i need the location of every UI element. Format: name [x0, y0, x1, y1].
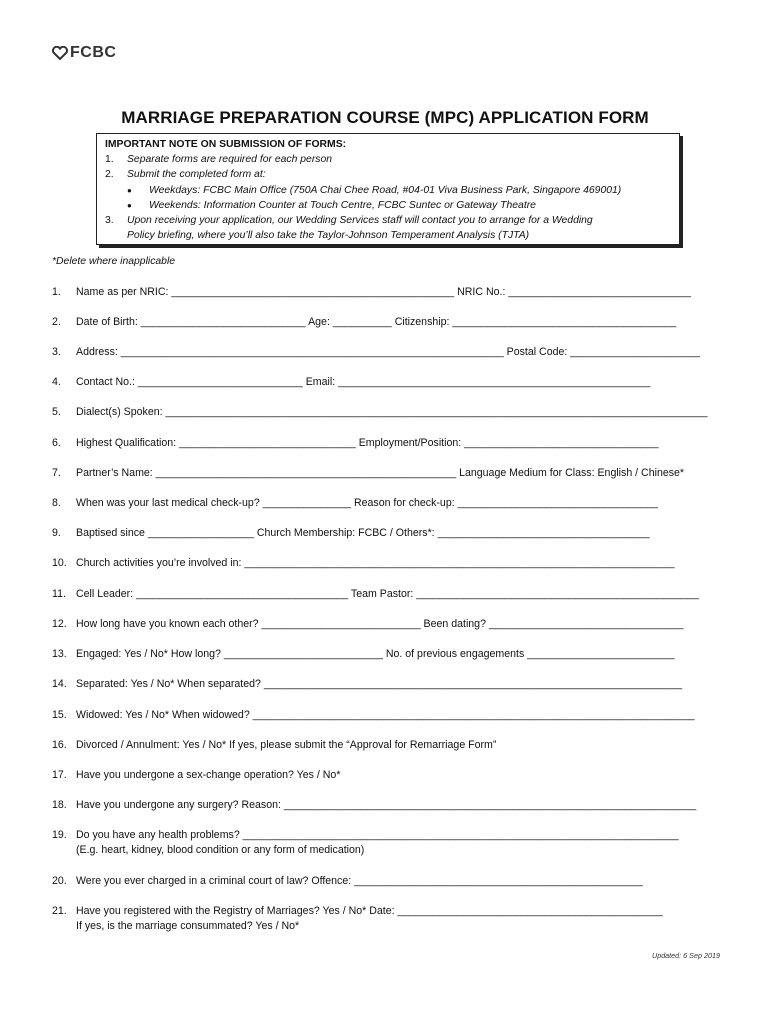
question-medical[interactable] — [52, 496, 658, 511]
note-item-number: 3. — [105, 215, 114, 227]
question-number: 11. — [52, 588, 66, 600]
question-number: 10. — [52, 557, 67, 569]
question-text: How long have you known each other? ___________________________ Been dating? _________________________________ — [76, 618, 684, 630]
question-number: 1. — [52, 286, 61, 298]
note-item-number: 1. — [105, 154, 114, 166]
question-number: 19. — [52, 829, 67, 841]
question-text: Dialect(s) Spoken: ____________________________________________________________________________________________ — [76, 406, 708, 418]
question-number: 12. — [52, 618, 67, 630]
question-registry[interactable] — [52, 904, 663, 934]
question-text: Widowed: Yes / No* When widowed? ___________________________________________________________________________ — [76, 709, 695, 721]
note-bullet-weekdays — [105, 183, 679, 198]
question-subtext: (E.g. heart, kidney, blood condition or any form of medication) — [76, 844, 365, 856]
bullet-icon: ● — [127, 185, 132, 195]
note-bullet-text: Weekdays: FCBC Main Office (750A Chai Chee Road, #04-01 Viva Business Park, Singapore 469001) — [149, 184, 622, 196]
question-number: 5. — [52, 406, 61, 418]
note-item-text: Policy briefing, where you’ll also take the Taylor-Johnson Temperament Analysis (TJTA) — [127, 230, 530, 242]
question-text: Were you ever charged in a criminal court of law? Offence: _________________________________________________ — [76, 875, 643, 887]
question-text: Have you undergone any surgery? Reason: ______________________________________________________________________ — [76, 799, 697, 811]
question-text: Date of Birth: ____________________________ Age: __________ Citizenship: ______________________________________ — [76, 316, 677, 328]
bullet-icon: ● — [127, 200, 132, 210]
question-number: 21. — [52, 905, 67, 917]
question-cell-leader[interactable] — [52, 587, 699, 602]
note-heading: IMPORTANT NOTE ON SUBMISSION OF FORMS: — [105, 139, 347, 150]
question-number: 8. — [52, 497, 61, 509]
question-contact[interactable] — [52, 375, 650, 390]
question-number: 14. — [52, 678, 67, 690]
question-text: Have you registered with the Registry of Marriages? Yes / No* Date: _____________________________________________ — [76, 905, 663, 917]
question-church-activities[interactable] — [52, 556, 675, 571]
question-sex-change[interactable] — [52, 768, 340, 783]
question-number: 20. — [52, 875, 67, 887]
question-text: Cell Leader: ____________________________________ Team Pastor: ________________________________________________ — [76, 588, 700, 600]
note-item-text: Upon receiving your application, our Wedding Services staff will contact you to arrange for a Wedding — [127, 215, 593, 227]
question-number: 3. — [52, 346, 61, 358]
note-item-3 — [105, 213, 679, 228]
question-widowed[interactable] — [52, 708, 695, 723]
question-number: 4. — [52, 376, 61, 388]
question-text: Address: _________________________________________________________________ Postal Code: ______________________ — [76, 346, 700, 358]
question-criminal[interactable] — [52, 874, 643, 889]
question-address[interactable] — [52, 345, 700, 360]
question-subtext: If yes, is the marriage consummated? Yes / No* — [76, 920, 300, 932]
question-separated[interactable] — [52, 677, 682, 692]
question-text: Do you have any health problems? __________________________________________________________________________ — [76, 829, 679, 841]
question-text: Highest Qualification: ______________________________ Employment/Position: _________________________________ — [76, 437, 659, 449]
question-engaged[interactable] — [52, 647, 674, 662]
question-text: Partner’s Name: ___________________________________________________ Language Medium for Class: English / Chinese* — [76, 467, 685, 479]
question-text: Church activities you’re involved in: _________________________________________________________________________ — [76, 557, 675, 569]
submission-note-box — [96, 133, 680, 245]
question-number: 18. — [52, 799, 67, 811]
question-text: Separated: Yes / No* When separated? _______________________________________________________________________ — [76, 678, 683, 690]
question-health[interactable] — [52, 828, 679, 858]
question-baptised[interactable] — [52, 526, 650, 541]
question-surgery[interactable] — [52, 798, 696, 813]
question-number: 15. — [52, 709, 67, 721]
question-number: 17. — [52, 769, 67, 781]
question-qualification[interactable] — [52, 436, 659, 451]
logo-text: FCBC — [70, 44, 117, 61]
question-number: 2. — [52, 316, 61, 328]
delete-note: *Delete where inapplicable — [52, 256, 176, 267]
form-title: MARRIAGE PREPARATION COURSE (MPC) APPLICATION FORM — [121, 108, 649, 127]
question-known-each-other[interactable] — [52, 617, 683, 632]
note-item-number: 2. — [105, 169, 114, 181]
note-item-text: Separate forms are required for each person — [127, 154, 333, 166]
question-dob[interactable] — [52, 315, 676, 330]
question-number: 7. — [52, 467, 61, 479]
question-text: Divorced / Annulment: Yes / No* If yes, please submit the “Approval for Remarriage Form” — [76, 739, 497, 751]
note-item-2 — [105, 167, 679, 182]
question-text: Engaged: Yes / No* How long? ___________________________ No. of previous engagements _________________________ — [76, 648, 675, 660]
question-text: Contact No.: ____________________________ Email: _____________________________________________________ — [76, 376, 651, 388]
question-number: 13. — [52, 648, 67, 660]
question-number: 16. — [52, 739, 67, 751]
heart-logo-icon — [52, 46, 68, 60]
question-text: Name as per NRIC: ________________________________________________ NRIC No.: _______________________________ — [76, 286, 691, 298]
note-item-1 — [105, 152, 679, 167]
question-text: When was your last medical check-up? _______________ Reason for check-up: __________________________________ — [76, 497, 658, 509]
note-item-3-continued — [105, 228, 679, 243]
question-number: 6. — [52, 437, 61, 449]
question-name[interactable] — [52, 285, 691, 300]
question-partner[interactable] — [52, 466, 684, 481]
note-bullet-text: Weekends: Information Counter at Touch Centre, FCBC Suntec or Gateway Theatre — [149, 199, 536, 211]
question-text: Have you undergone a sex-change operation? Yes / No* — [76, 769, 341, 781]
note-item-text: Submit the completed form at: — [127, 169, 266, 181]
fcbc-logo — [52, 44, 116, 62]
question-dialect[interactable] — [52, 405, 708, 420]
note-bullet-weekends — [105, 198, 679, 213]
question-number: 9. — [52, 527, 61, 539]
question-divorced[interactable] — [52, 738, 496, 753]
updated-date: Updated: 6 Sep 2019 — [652, 951, 720, 960]
question-text: Baptised since __________________ Church Membership: FCBC / Others*: ____________________________________ — [76, 527, 650, 539]
